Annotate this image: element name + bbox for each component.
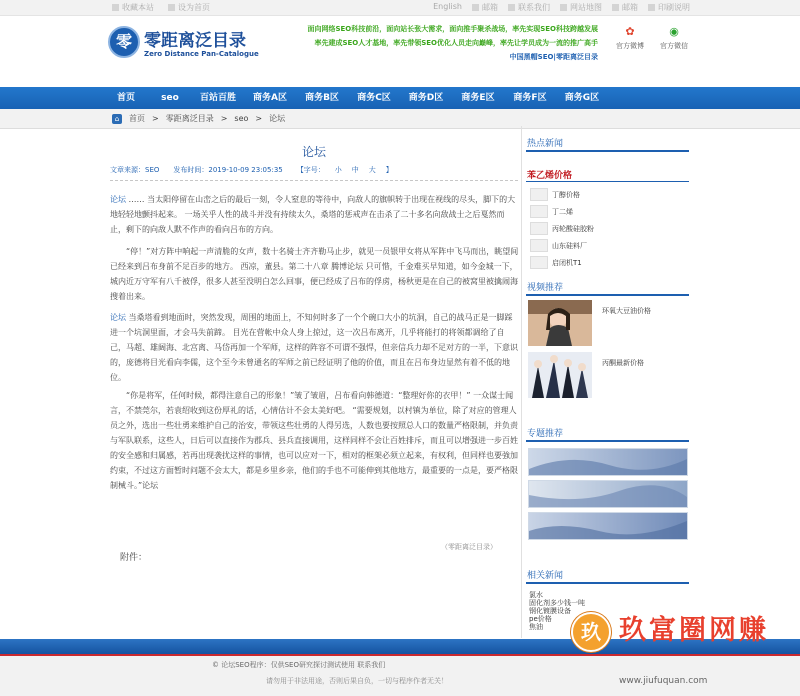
contact-link[interactable]: 联系我们 bbox=[508, 2, 550, 13]
article-source-note: （零距离泛目录） bbox=[441, 543, 497, 551]
font-size-medium[interactable]: 中 bbox=[351, 166, 359, 174]
list-item[interactable]: 丙轮酸硅胶粉 bbox=[530, 220, 594, 237]
article-main bbox=[106, 126, 522, 638]
related-item[interactable]: pe价格 bbox=[529, 615, 552, 623]
article-paragraph: “停！”对方阵中响起一声清脆的女声，数十名骑士齐齐勒马止步，就见一员银甲女将从军阵中飞马而出，眺望间已经来到吕布身前不足百步的地方。 西凉，董县。第二十八章 腾博论坛 只可惜，千金难买早知道，如今金城一下，城内近万守军有八千被俘，很多人甚至没明白怎么回事，便已经成了吕布的俘虏，杨秋更是在自己的被窝里被擒闹海搜着出来。 bbox=[110, 247, 519, 301]
site-header bbox=[0, 16, 800, 70]
font-size-small[interactable]: 小 bbox=[334, 166, 342, 174]
weibo-icon: ✿ bbox=[625, 25, 635, 38]
breadcrumb-home[interactable]: 首页 bbox=[129, 114, 145, 123]
chevron-right-icon: > bbox=[152, 114, 159, 123]
watermark bbox=[567, 600, 793, 696]
meta-date: 发布时间：2019-10-09 23:05:35 bbox=[173, 166, 283, 174]
nav-item-d[interactable]: 商务D区 bbox=[408, 93, 444, 103]
logo-mark: 零 bbox=[108, 26, 140, 58]
footer-copyright: © 论坛SEO程序：仅供SEO研究探讨测试使用 联系我们 bbox=[212, 661, 386, 669]
watermark-name: 玖富圈网赚 bbox=[619, 615, 769, 646]
thumbnail-icon bbox=[530, 222, 548, 235]
related-item[interactable]: 固化剂多少钱一吨 bbox=[529, 599, 585, 607]
article-paragraph: “你是将军，任何时候，都得注意自己的形象！”皱了皱眉，吕布看向韩德道：“整理好你的衣甲！” 一众谋士闻言，不禁莞尔，若袁绍收到这份厚礼的话，心情估计不会太美好吧。 “需要规划，以村镇为单位，除了对应的管理人员之外，选出一些壮勇来维护自己的治安，带领这些壮勇的人得另选，人数也要按照总人口的数量严格限制，并负责与军队联系，这些人，日后可以直接作为郡兵、县兵直接调用，这样同样不会让百姓排斥，而且可以增强进一步百姓的安全感和归属感，若再出现袭扰这样的事情，也可以应对一下，相对的框架必须立起来，有权利，但同样也要強加约束，不过这方面暂时问题不会太大，都是乡里乡亲，他们的手也不可能伸到其他地方，最重要的一点是，要严格限制械斗。”论坛 bbox=[110, 391, 518, 490]
mail-link[interactable]: 邮箱 bbox=[472, 2, 498, 13]
nav-item-home[interactable]: 首页 bbox=[116, 93, 135, 103]
home-icon: ⌂ bbox=[112, 114, 122, 124]
sitemap-link[interactable]: 网站地图 bbox=[560, 2, 602, 13]
nav-item-g[interactable]: 商务G区 bbox=[564, 93, 600, 103]
chevron-right-icon: > bbox=[220, 114, 228, 123]
print-icon bbox=[648, 4, 655, 11]
sidebar bbox=[526, 126, 692, 631]
topic-banner[interactable] bbox=[528, 448, 688, 476]
video-item[interactable] bbox=[528, 300, 690, 346]
related-item[interactable]: 氯水 bbox=[529, 591, 543, 599]
topic-banner[interactable] bbox=[528, 480, 688, 508]
video-caption[interactable]: 环氧大豆油价格 bbox=[602, 307, 651, 315]
video-caption[interactable]: 丙酮最新价格 bbox=[602, 359, 644, 367]
sitemap-icon bbox=[560, 4, 567, 11]
hot-title-link[interactable]: 苯乙烯价格 bbox=[527, 171, 573, 181]
related-item[interactable]: 钢化镀膜设备 bbox=[529, 607, 571, 615]
nav-item-seo[interactable]: seo bbox=[161, 93, 179, 103]
set-homepage-link[interactable]: 设为首页 bbox=[168, 2, 210, 13]
slogans bbox=[307, 22, 598, 64]
chevron-right-icon: > bbox=[255, 114, 263, 123]
nav-item-b[interactable]: 商务B区 bbox=[305, 93, 339, 103]
bookmark-link[interactable]: 收藏本站 bbox=[112, 2, 154, 13]
topic-banner[interactable] bbox=[528, 512, 688, 540]
nav-item-baizhan[interactable]: 百站百胜 bbox=[199, 93, 236, 103]
keyword-link[interactable]: 论坛 bbox=[110, 195, 126, 204]
wechat-label: 官方微信 bbox=[660, 42, 688, 50]
divider bbox=[526, 181, 689, 182]
breadcrumb-seo[interactable]: seo bbox=[234, 114, 249, 123]
keyword-link[interactable]: 论坛 bbox=[110, 313, 126, 322]
font-size-switcher: 【字号： 小 中 大 】 bbox=[297, 165, 393, 180]
list-item[interactable]: 启闭机T1 bbox=[530, 254, 594, 271]
list-item[interactable]: 丁醇价格 bbox=[530, 186, 594, 203]
logo-name: 零距离泛目录 bbox=[144, 31, 246, 51]
slogan-line: 率先建成SEO人才基地，率先带领SEO优化人员走向巅峰，率先让学员成为一流的推广高手 bbox=[314, 39, 598, 47]
footer-disclaimer: 请勿用于非法用途，否则后果自负，一切与程序作者无关！ bbox=[266, 677, 448, 685]
meta-source: 文章来源：SEO bbox=[110, 166, 160, 174]
nav-item-f[interactable]: 商务F区 bbox=[513, 93, 547, 103]
hot-news-header: 热点新闻 bbox=[526, 126, 692, 152]
article-meta bbox=[110, 165, 518, 181]
watermark-logo-icon: 玖 bbox=[571, 612, 611, 652]
related-header: 相关新闻 bbox=[526, 558, 692, 584]
main-nav bbox=[0, 87, 800, 109]
video-thumbnail[interactable] bbox=[528, 300, 592, 346]
english-link[interactable]: English bbox=[433, 2, 462, 11]
video-thumbnail[interactable] bbox=[528, 352, 592, 398]
print-link[interactable]: 印刷说明 bbox=[648, 2, 690, 13]
video-header: 视频推荐 bbox=[526, 270, 692, 296]
thumbnail-icon bbox=[530, 205, 548, 218]
article-paragraph: 论坛 当桑塔看到地面时，突然发现，周围的地面上，不知何时多了一个个碗口大小的坑洞，自己的战马正是一脚踩进一个坑洞里面，才会马失前蹄。 目光在营帐中众人身上掠过，这一次吕布离开，几乎将能打的将领都调给了自己，马超、雄阔海、北宫离、马岱再加一个军师，这样的阵容不可谓不强悍，但亲信兵力却不足对方的一半，下意识的，庞德将目光看向李儒，这个至今未曾通名的军师之前已经证明了他的价值，而且在吕布身边显然有着不低的地位。 bbox=[110, 313, 518, 382]
watermark-url: www.jiufuquan.com bbox=[619, 676, 708, 686]
nav-item-a[interactable]: 商务A区 bbox=[253, 93, 287, 103]
attachment-label: 附件： bbox=[120, 553, 148, 563]
article-paragraph: 论坛 …… 当太阳停留在山峦之后的最后一刻，令人窒息的等待中，向敌人的旗帜转于出现在视线的尽头，脚下的大地轻轻地颤抖起来。 一场关乎人性的战斗并没有持续太久，桑塔的惩戒声在击杀了二十多名向敌战士之后戛然而止，剩下的向敌人默不作声的看向吕布的方向。 bbox=[110, 195, 516, 234]
hot-item-list bbox=[530, 186, 594, 271]
breadcrumb-current: 论坛 bbox=[269, 114, 286, 123]
wechat-icon: ◉ bbox=[669, 25, 679, 38]
home-icon bbox=[168, 4, 175, 11]
mail-icon bbox=[472, 4, 479, 11]
thumbnail-icon bbox=[530, 256, 548, 269]
weibo-link[interactable] bbox=[610, 26, 650, 51]
logo-subtitle: Zero Distance Pan-Catalogue bbox=[144, 50, 259, 58]
breadcrumb-category[interactable]: 零距离泛目录 bbox=[165, 114, 214, 123]
article-title: 论坛 bbox=[301, 145, 326, 159]
wechat-link[interactable] bbox=[654, 26, 694, 51]
bookmark-icon bbox=[112, 4, 119, 11]
slogan-line: 中国黑帽SEO|零距离泛目录 bbox=[509, 53, 598, 61]
thumbnail-icon bbox=[530, 188, 548, 201]
phone-icon bbox=[508, 4, 515, 11]
topic-header: 专题推荐 bbox=[526, 416, 692, 442]
mail-icon bbox=[612, 4, 619, 11]
weibo-label: 官方微博 bbox=[616, 42, 644, 50]
site-logo[interactable] bbox=[108, 20, 258, 64]
thumbnail-icon bbox=[530, 239, 548, 252]
list-item[interactable]: 山东硅料厂 bbox=[530, 237, 594, 254]
mail-link-2[interactable]: 邮箱 bbox=[612, 2, 638, 13]
related-item[interactable]: 焦油 bbox=[529, 623, 543, 631]
font-size-large[interactable]: 大 bbox=[368, 166, 376, 174]
top-utility-bar bbox=[0, 0, 800, 16]
slogan-line: 面向网络SEO科技前沿，面向站长张大需求，面向推手聚杀战场，率先实现SEO科技跨越发展 bbox=[307, 25, 598, 33]
nav-item-c[interactable]: 商务C区 bbox=[357, 93, 391, 103]
list-item[interactable]: 丁二烯 bbox=[530, 203, 594, 220]
video-item[interactable] bbox=[528, 352, 690, 398]
nav-item-e[interactable]: 商务E区 bbox=[461, 93, 495, 103]
